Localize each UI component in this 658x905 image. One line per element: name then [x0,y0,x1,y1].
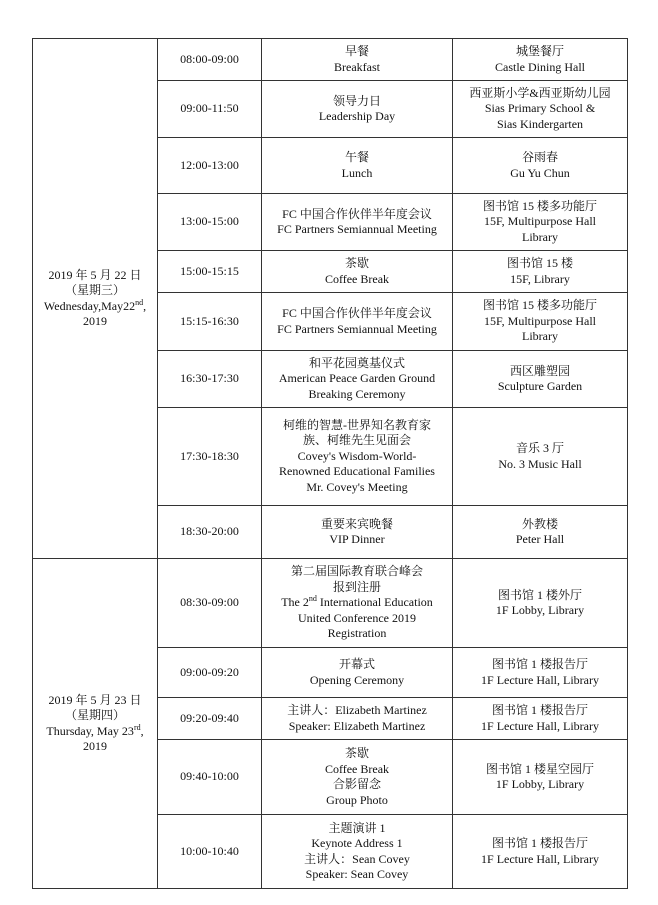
venue-cell: 西亚斯小学&西亚斯幼儿园 Sias Primary School & Sias Kindergarten [453,81,628,138]
time-cell: 12:00-13:00 [158,138,262,194]
time-cell: 15:00-15:15 [158,251,262,293]
date-zh: 2019 年 5 月 22 日 [48,267,142,282]
time-cell: 09:20-09:40 [158,698,262,740]
venue-cell: 城堡餐厅 Castle Dining Hall [453,39,628,81]
venue-cell: 图书馆 1 楼报告厅 1F Lecture Hall, Library [453,648,628,698]
venue-cell: 谷雨春 Gu Yu Chun [453,138,628,194]
time-cell: 10:00-10:40 [158,815,262,889]
venue-cell: 西区雕塑园 Sculpture Garden [453,351,628,408]
date-en: Wednesday,May22nd, [43,297,147,313]
day-date-cell [33,39,158,559]
event-cell: 主讲人：Elizabeth Martinez Speaker: Elizabeth Martinez [262,698,453,740]
schedule-table [32,38,628,889]
venue-cell: 图书馆 15 楼 15F, Library [453,251,628,293]
event-cell: FC 中国合作伙伴半年度会议 FC Partners Semiannual Meeting [262,194,453,251]
date-year: 2019 [83,314,107,328]
time-cell: 16:30-17:30 [158,351,262,408]
venue-cell: 音乐 3 厅 No. 3 Music Hall [453,408,628,506]
event-cell: 开幕式 Opening Ceremony [262,648,453,698]
day-date-cell [33,559,158,889]
table-row [33,39,628,81]
weekday-zh: （星期三） [64,283,125,297]
venue-cell: 图书馆 1 楼外厅 1F Lobby, Library [453,559,628,648]
event-cell: 午餐 Lunch [262,138,453,194]
event-cell: 重要来宾晚餐 VIP Dinner [262,506,453,559]
venue-cell: 外教楼 Peter Hall [453,506,628,559]
event-cell: FC 中国合作伙伴半年度会议 FC Partners Semiannual Meeting [262,293,453,351]
time-cell: 08:00-09:00 [158,39,262,81]
time-cell: 15:15-16:30 [158,293,262,351]
event-cell: 茶歇 Coffee Break [262,251,453,293]
table-row [33,559,628,648]
venue-cell: 图书馆 1 楼星空园厅 1F Lobby, Library [453,740,628,815]
date-en: Thursday, May 23rd, [46,722,144,738]
time-cell: 13:00-15:00 [158,194,262,251]
event-cell: 第二届国际教育联合峰会 报到注册 The 2nd International Education United Conference 2019 Registration [262,559,453,648]
venue-cell: 图书馆 1 楼报告厅 1F Lecture Hall, Library [453,815,628,889]
time-cell: 09:00-11:50 [158,81,262,138]
date-year: 2019 [83,739,107,753]
time-cell: 09:00-09:20 [158,648,262,698]
time-cell: 18:30-20:00 [158,506,262,559]
event-cell: 茶歇 Coffee Break 合影留念 Group Photo [262,740,453,815]
event-cell: 早餐 Breakfast [262,39,453,81]
venue-cell: 图书馆 1 楼报告厅 1F Lecture Hall, Library [453,698,628,740]
time-cell: 17:30-18:30 [158,408,262,506]
venue-cell: 图书馆 15 楼多功能厅 15F, Multipurpose Hall Library [453,293,628,351]
venue-cell: 图书馆 15 楼多功能厅 15F, Multipurpose Hall Library [453,194,628,251]
event-cell: 主题演讲 1 Keynote Address 1 主讲人：Sean Covey Speaker: Sean Covey [262,815,453,889]
event-cell: 和平花园奠基仪式 American Peace Garden Ground Breaking Ceremony [262,351,453,408]
time-cell: 08:30-09:00 [158,559,262,648]
time-cell: 09:40-10:00 [158,740,262,815]
date-zh: 2019 年 5 月 23 日 [48,692,142,707]
weekday-zh: （星期四） [64,708,125,722]
event-cell: 柯维的智慧-世界知名教育家 族、柯维先生见面会 Covey's Wisdom-World- Renowned Educational Families Mr. Covey's Meeting [262,408,453,506]
event-cell: 领导力日 Leadership Day [262,81,453,138]
